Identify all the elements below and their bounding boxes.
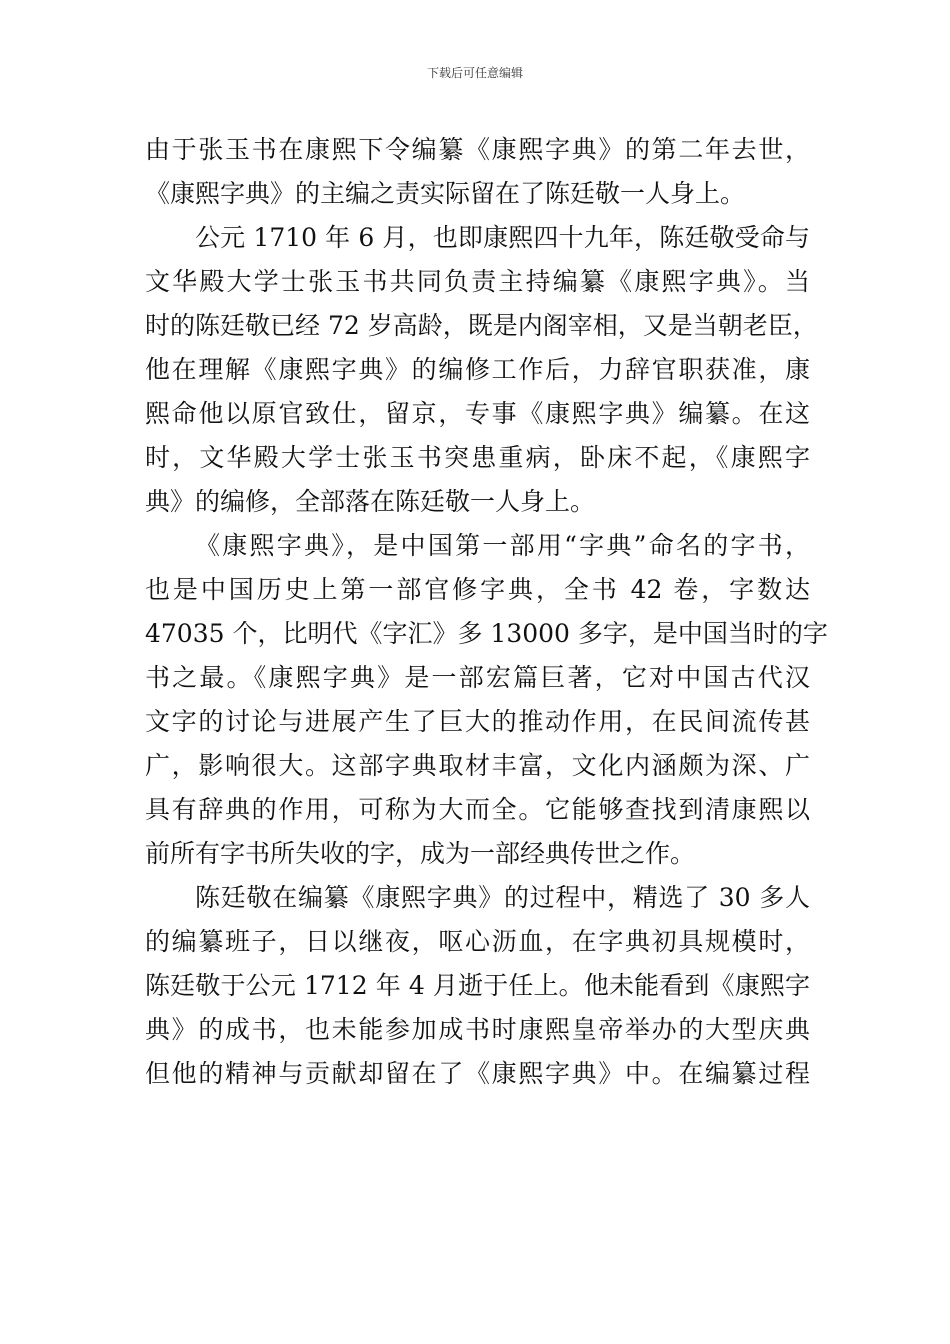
text-line: 书之最。《康熙字典》是一部宏篇巨著，它对中国古代汉 — [145, 663, 810, 692]
text-line: 典》的编修，全部落在陈廷敬一人身上。 — [145, 487, 596, 516]
text-line: 前所有字书所失收的字，成为一部经典传世之作。 — [145, 839, 696, 868]
text-line: 文华殿大学士张玉书共同负责主持编纂《康熙字典》。当 — [145, 267, 810, 296]
text-line: 他在理解《康熙字典》的编修工作后，力辞官职获准，康 — [145, 355, 810, 384]
text-line: 典》的成书，也未能参加成书时康熙皇帝举办的大型庆典 — [145, 1015, 810, 1044]
text-line: 文字的讨论与进展产生了巨大的推动作用，在民间流传甚 — [145, 707, 810, 736]
text-line: 时的陈廷敬已经 72 岁高龄，既是内阁宰相，又是当朝老臣， — [145, 311, 818, 340]
document-body — [145, 128, 828, 1096]
text-line: 广，影响很大。这部字典取材丰富，文化内涵颇为深、广 — [145, 751, 810, 780]
text-line: 的编纂班子，日以继夜，呕心沥血，在字典初具规模时， — [145, 927, 810, 956]
page-header: 下载后可任意编辑 — [426, 66, 523, 80]
text-line: 熙命他以原官致仕，留京，专事《康熙字典》编纂。在这 — [145, 399, 810, 428]
text-line: 公元 1710 年 6 月，也即康熙四十九年，陈廷敬受命与 — [195, 223, 810, 252]
text-line: 陈廷敬在编纂《康熙字典》的过程中，精选了 30 多人 — [195, 883, 810, 912]
text-line: 但他的精神与贡献却留在了《康熙字典》中。在编纂过程 — [145, 1059, 810, 1088]
text-line: 由于张玉书在康熙下令编纂《康熙字典》的第二年去世， — [145, 135, 810, 164]
text-line: 也是中国历史上第一部官修字典，全书 42 卷，字数达 — [145, 575, 810, 604]
text-line: 47035 个，比明代《字汇》多 13000 多字，是中国当时的字 — [145, 619, 828, 648]
text-line: 时，文华殿大学士张玉书突患重病，卧床不起，《康熙字 — [145, 443, 810, 472]
text-line: 陈廷敬于公元 1712 年 4 月逝于任上。他未能看到《康熙字 — [145, 971, 810, 1000]
text-line: 《康熙字典》，是中国第一部用“字典”命名的字书， — [195, 531, 810, 560]
text-line: 具有辞典的作用，可称为大而全。它能够查找到清康熙以 — [145, 795, 810, 824]
text-line: 《康熙字典》的主编之责实际留在了陈廷敬一人身上。 — [145, 179, 746, 208]
